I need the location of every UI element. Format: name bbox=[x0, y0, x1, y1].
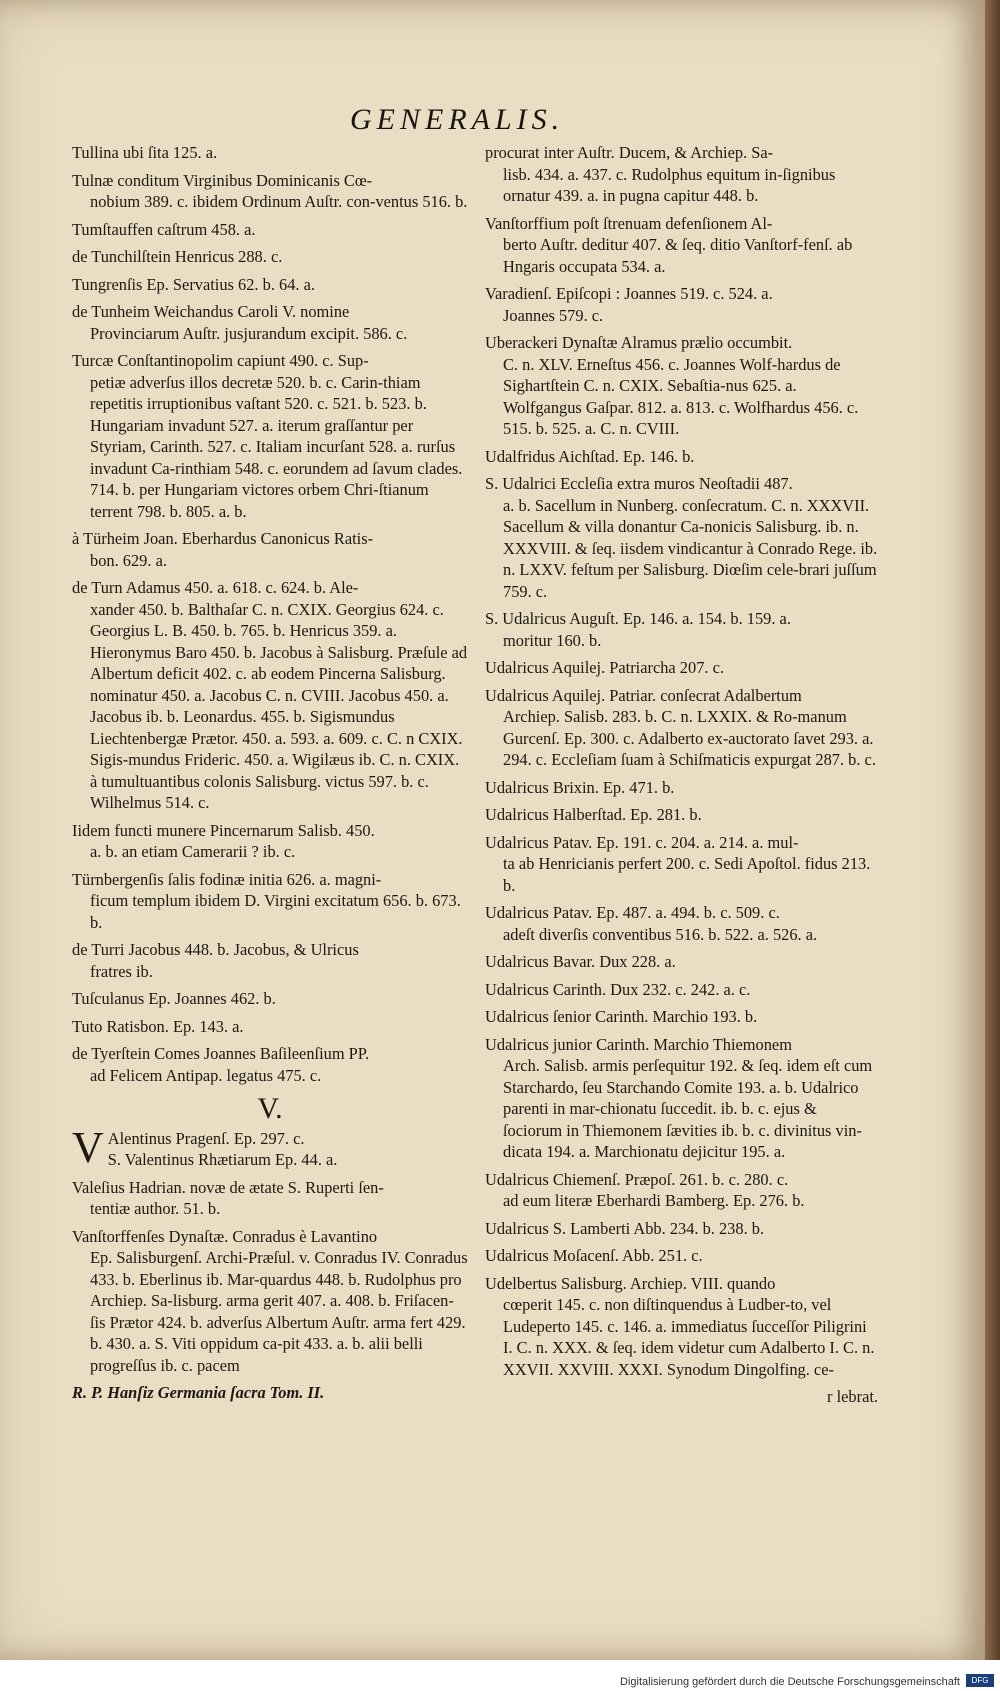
entry-heading: Udelbertus Salisburg. Archiep. VIII. quando bbox=[485, 1273, 776, 1293]
entry-heading: Udalricus Patav. Ep. 487. a. 494. b. c. 509. c. bbox=[485, 903, 780, 922]
entry-continuation: xander 450. b. Balthaſar C. n. CXIX. Georgius 624. c. Georgius L. B. 450. b. 765. b. Henricus 359. a. Hieronymus Baro 450. b. Jacobus à Salisburg. Præſule ad Albertum deficit 402. c. ab eodem Pincerna Salisburg. nominatur 450. a. Jacobus C. n. CVIII. Jacobus 450. a. Jacobus ib. b. Leonardus. 455. b. Sigismundus Liechtenbergæ Prætor. 450. a. 593. a. 609. c. C. n CXIX. Sigis-mundus Frideric. 450. a. Wigilæus ib. C. n. CXIX. à tumultuantibus colonis Salisburg. victus 597. b. c. Wilhelmus 514. c. bbox=[90, 599, 468, 812]
index-entry bbox=[485, 1034, 878, 1163]
index-entry bbox=[72, 274, 468, 296]
entry-heading: Udalricus Halberſtad. Ep. 281. b. bbox=[485, 805, 702, 824]
entry-continuation: bon. 629. a. bbox=[90, 550, 167, 570]
entry-heading: de Tyerſtein Comes Joannes Baſileenſium PP. bbox=[72, 1044, 370, 1063]
entry-continuation: Ep. Salisburgenſ. Archi-Præſul. v. Conradus IV. Conradus 433. b. Eberlinus ib. Mar-quardus 448. b. Rudolphus pro Archiep. Sa-lisburg. arma gerit 407. a. 408. b. Friſacen-ſis Prætor 424. b. adverſus Albertum Auſtr. arma fert 429. b. 430. a. S. Viti oppidum ca-pit 433. a. b. alii belli progreſſus ib. c. pacem bbox=[90, 1248, 468, 1375]
index-entry bbox=[485, 902, 878, 945]
index-entry bbox=[72, 350, 468, 522]
entry-continuation: adeſt diverſis conventibus 516. b. 522. a. 526. a. bbox=[503, 924, 818, 944]
index-entry bbox=[72, 1016, 468, 1038]
entry-continuation: berto Auſtr. deditur 407. & ſeq. ditio Vanſtorf-fenſ. ab Hngaris occupata 534. a. bbox=[503, 235, 853, 276]
index-entry bbox=[485, 1245, 878, 1267]
index-entry bbox=[485, 979, 878, 1001]
dfg-logo: DFG bbox=[966, 1674, 994, 1687]
entry-continuation: cœperit 145. c. non diſtinquendus à Ludber-to, vel Ludeperto 145. c. 146. a. immediatus ſucceſſor Piligrini I. C. n. XXX. & ſeq. idem videtur cum Adalberto I. C. n. XXVII. XXVIII. XXXI. Synodum Dingolfing. ce- bbox=[503, 1295, 875, 1379]
index-entry bbox=[72, 577, 468, 814]
index-entry bbox=[485, 804, 878, 826]
signature-line: R. P. Hanſiz Germania ſacra Tom. II. bbox=[72, 1383, 325, 1402]
index-entry bbox=[72, 1043, 468, 1086]
index-entry bbox=[72, 528, 468, 571]
entry-continuation: S. Valentinus Rhætiarum Ep. 44. a. bbox=[107, 1150, 338, 1169]
entry-heading: Udalricus Patav. Ep. 191. c. 204. a. 214. a. mul- bbox=[485, 832, 799, 852]
entry-continuation: lisb. 434. a. 437. c. Rudolphus equitum in-ſignibus ornatur 439. a. in pugna capitur 448. b. bbox=[503, 164, 836, 205]
entry-continuation: Provinciarum Auſtr. jusjurandum excipit. 586. c. bbox=[90, 323, 408, 343]
entry-heading: Udalricus Aquilej. Patriar. conſecrat Adalbertum bbox=[485, 685, 802, 705]
entry-heading: Tuto Ratisbon. Ep. 143. a. bbox=[72, 1016, 244, 1036]
index-entry bbox=[485, 685, 878, 771]
index-entry bbox=[485, 446, 878, 468]
right-column bbox=[485, 142, 878, 1408]
entry-heading: Tuſculanus Ep. Joannes 462. b. bbox=[72, 989, 276, 1008]
entry-continuation: ad eum literæ Eberhardi Bamberg. Ep. 276. b. bbox=[503, 1191, 805, 1210]
entry-heading: de Tunchilſtein Henricus 288. c. bbox=[72, 247, 283, 266]
index-entry bbox=[485, 213, 878, 278]
entry-continuation: a. b. an etiam Camerarii ? ib. c. bbox=[90, 842, 296, 861]
entry-continuation: a. b. Sacellum in Nunberg. conſecratum. C. n. XXXVII. Sacellum & villa donantur Ca-nonicis Salisburg. ib. n. XXXVIII. & ſeq. iisdem vindicantur à Conrado Rege. ib. n. LXXV. feſtum per Salisburg. Diœſim cele-brari juſſum 759. c. bbox=[503, 495, 878, 601]
index-entry bbox=[485, 832, 878, 897]
entry-heading: Udalricus Moſacenſ. Abb. 251. c. bbox=[485, 1246, 703, 1265]
entry-heading: Valeſius Hadrian. novæ de ætate S. Ruperti ſen- bbox=[72, 1177, 384, 1197]
index-entry bbox=[72, 246, 468, 268]
index-entry bbox=[72, 142, 468, 164]
index-entry bbox=[72, 988, 468, 1010]
index-entry bbox=[485, 657, 878, 679]
entry-heading: Udalricus S. Lamberti Abb. 234. b. 238. b. bbox=[485, 1218, 765, 1238]
drop-capital: V bbox=[72, 1122, 104, 1172]
entry-heading: S. Udalrici Eccleſia extra muros Neoſtadii 487. bbox=[485, 474, 793, 493]
index-entry bbox=[72, 170, 468, 213]
entry-heading: Iidem functi munere Pincernarum Salisb. 450. bbox=[72, 820, 375, 840]
entry-continuation: nobium 389. c. ibidem Ordinum Auſtr. con-ventus 516. b. bbox=[90, 192, 468, 211]
entry-heading: Udalfridus Aichſtad. Ep. 146. b. bbox=[485, 446, 695, 466]
index-entry bbox=[485, 1006, 878, 1028]
entry-heading: Tulnæ conditum Virginibus Dominicanis Cœ- bbox=[72, 170, 373, 190]
entry-continuation: ta ab Henricianis perfert 200. c. Sedi Apoſtol. fidus 213. b. bbox=[503, 854, 871, 895]
entry-heading: Uberackeri Dynaſtæ Alramus prælio occumbit. bbox=[485, 333, 793, 352]
index-entry bbox=[485, 1218, 878, 1240]
entry-continuation: C. n. XLV. Erneſtus 456. c. Joannes Wolf-hardus de Sighartſtein C. n. CXIX. Sebaſtia-nus 625. a. Wolfgangus Gaſpar. 812. a. 813. c. Wolfhardus 456. c. 515. b. 525. a. C. n. CVIII. bbox=[503, 354, 859, 438]
entry-heading: à Türheim Joan. Eberhardus Canonicus Ratis- bbox=[72, 529, 374, 548]
entry-continuation: petiæ adverſus illos decretæ 520. b. c. Carin-thiam repetitis irruptionibus vaſtant 520. c. 521. b. 523. b. Hungariam invadunt 527. a. iterum graſſantur per Styriam, Carinth. 527. c. Italiam incurſant 528. a. rurſus invadunt Ca-rinthiam 548. c. eorundem ad ſavum clades. 714. b. per Hungariam victores orbem Chri-ſtianum terrent 798. b. 805. a. b. bbox=[90, 372, 463, 521]
entry-continuation: moritur 160. b. bbox=[503, 630, 602, 650]
index-entry bbox=[485, 332, 878, 440]
page-header: GENERALIS. bbox=[350, 103, 565, 136]
entry-heading: Tullina ubi ſita 125. a. bbox=[72, 143, 218, 162]
page-edge bbox=[985, 0, 1000, 1660]
entry-heading: Udalricus Carinth. Dux 232. c. 242. a. c. bbox=[485, 979, 751, 999]
index-entry bbox=[485, 142, 878, 207]
entry-heading: Türnbergenſis ſalis fodinæ initia 626. a. magni- bbox=[72, 869, 382, 889]
entry-continuation: fratres ib. bbox=[90, 961, 153, 981]
entry-heading: Tumſtauffen caſtrum 458. a. bbox=[72, 219, 256, 239]
entry-heading: Alentinus Pragenſ. Ep. 297. c. bbox=[107, 1128, 305, 1148]
entry-continuation: Arch. Salisb. armis perſequitur 192. & ſeq. idem eſt cum Starchardo, ſeu Starchando Comite 193. a. b. Udalrico parenti in mar-chionatu ſuccedit. ib. b. c. ejus & ſociorum in Thiemonem ſævities ib. b. c. divinitus vin-dicata 194. a. Marchionatu dejicitur 195. a. bbox=[503, 1056, 873, 1161]
entry-heading: S. Udalricus Auguſt. Ep. 146. a. 154. b. 159. a. bbox=[485, 609, 791, 628]
entry-heading: Udalricus Bavar. Dux 228. a. bbox=[485, 952, 676, 971]
index-entry bbox=[485, 1273, 878, 1381]
index-entry bbox=[485, 608, 878, 651]
index-entry bbox=[485, 1169, 878, 1212]
entry-continuation: tentiæ author. 51. b. bbox=[90, 1199, 221, 1218]
index-entry bbox=[72, 869, 468, 934]
left-column bbox=[72, 142, 468, 1404]
index-entry bbox=[72, 1226, 468, 1377]
entry-heading: Vanſtorffenſes Dynaſtæ. Conradus è Lavantino bbox=[72, 1226, 378, 1246]
entry-heading: de Turri Jacobus 448. b. Jacobus, & Ulricus bbox=[72, 940, 359, 959]
index-entry bbox=[72, 219, 468, 241]
entry-heading: Varadienſ. Epiſcopi : Joannes 519. c. 524. a. bbox=[485, 284, 773, 303]
index-entry bbox=[485, 283, 878, 326]
entry-continuation: ad Felicem Antipap. legatus 475. c. bbox=[90, 1065, 322, 1085]
index-entry bbox=[72, 301, 468, 344]
index-entry bbox=[72, 820, 468, 863]
entry-continuation: Joannes 579. c. bbox=[503, 305, 604, 325]
entry-continuation: ficum templum ibidem D. Virgini excitatum 656. b. 673. b. bbox=[90, 891, 461, 932]
index-entry bbox=[72, 1122, 468, 1172]
index-entry bbox=[485, 951, 878, 973]
entry-continuation: Archiep. Salisb. 283. b. C. n. LXXIX. & Ro-manum Gurcenſ. Ep. 300. c. Adalberto ex-auctorato ſavet 293. a. 294. c. Eccleſiam ſuam à Schiſmaticis expurgat 287. b. c. bbox=[503, 707, 876, 769]
entry-heading: Vanſtorffium poſt ſtrenuam defenſionem Al- bbox=[485, 213, 773, 233]
entry-heading: de Turn Adamus 450. a. 618. c. 624. b. Ale- bbox=[72, 578, 359, 597]
entry-heading: Udalricus ſenior Carinth. Marchio 193. b. bbox=[485, 1007, 758, 1026]
index-entry bbox=[485, 473, 878, 602]
entry-heading: Udalricus Aquilej. Patriarcha 207. c. bbox=[485, 658, 724, 677]
entry-heading: de Tunheim Weichandus Caroli V. nomine bbox=[72, 302, 350, 321]
custos-word: r lebrat. bbox=[827, 1387, 878, 1406]
index-entry bbox=[72, 939, 468, 982]
index-entry bbox=[485, 777, 878, 799]
section-heading-v: V. bbox=[257, 1092, 283, 1125]
entry-heading: Udalricus Brixin. Ep. 471. b. bbox=[485, 777, 675, 797]
entry-heading: Udalricus Chiemenſ. Præpoſ. 261. b. c. 280. c. bbox=[485, 1169, 789, 1189]
entry-heading: Udalricus junior Carinth. Marchio Thiemonem bbox=[485, 1034, 792, 1054]
entry-heading: Tungrenſis Ep. Servatius 62. b. 64. a. bbox=[72, 274, 315, 294]
entry-heading: Turcæ Conſtantinopolim capiunt 490. c. Sup- bbox=[72, 351, 369, 370]
footer-credit: Digitalisierung gefördert durch die Deutsche Forschungsgemeinschaft bbox=[620, 1676, 960, 1688]
index-entry bbox=[72, 1177, 468, 1220]
entry-heading: procurat inter Auſtr. Ducem, & Archiep. Sa- bbox=[485, 143, 774, 162]
